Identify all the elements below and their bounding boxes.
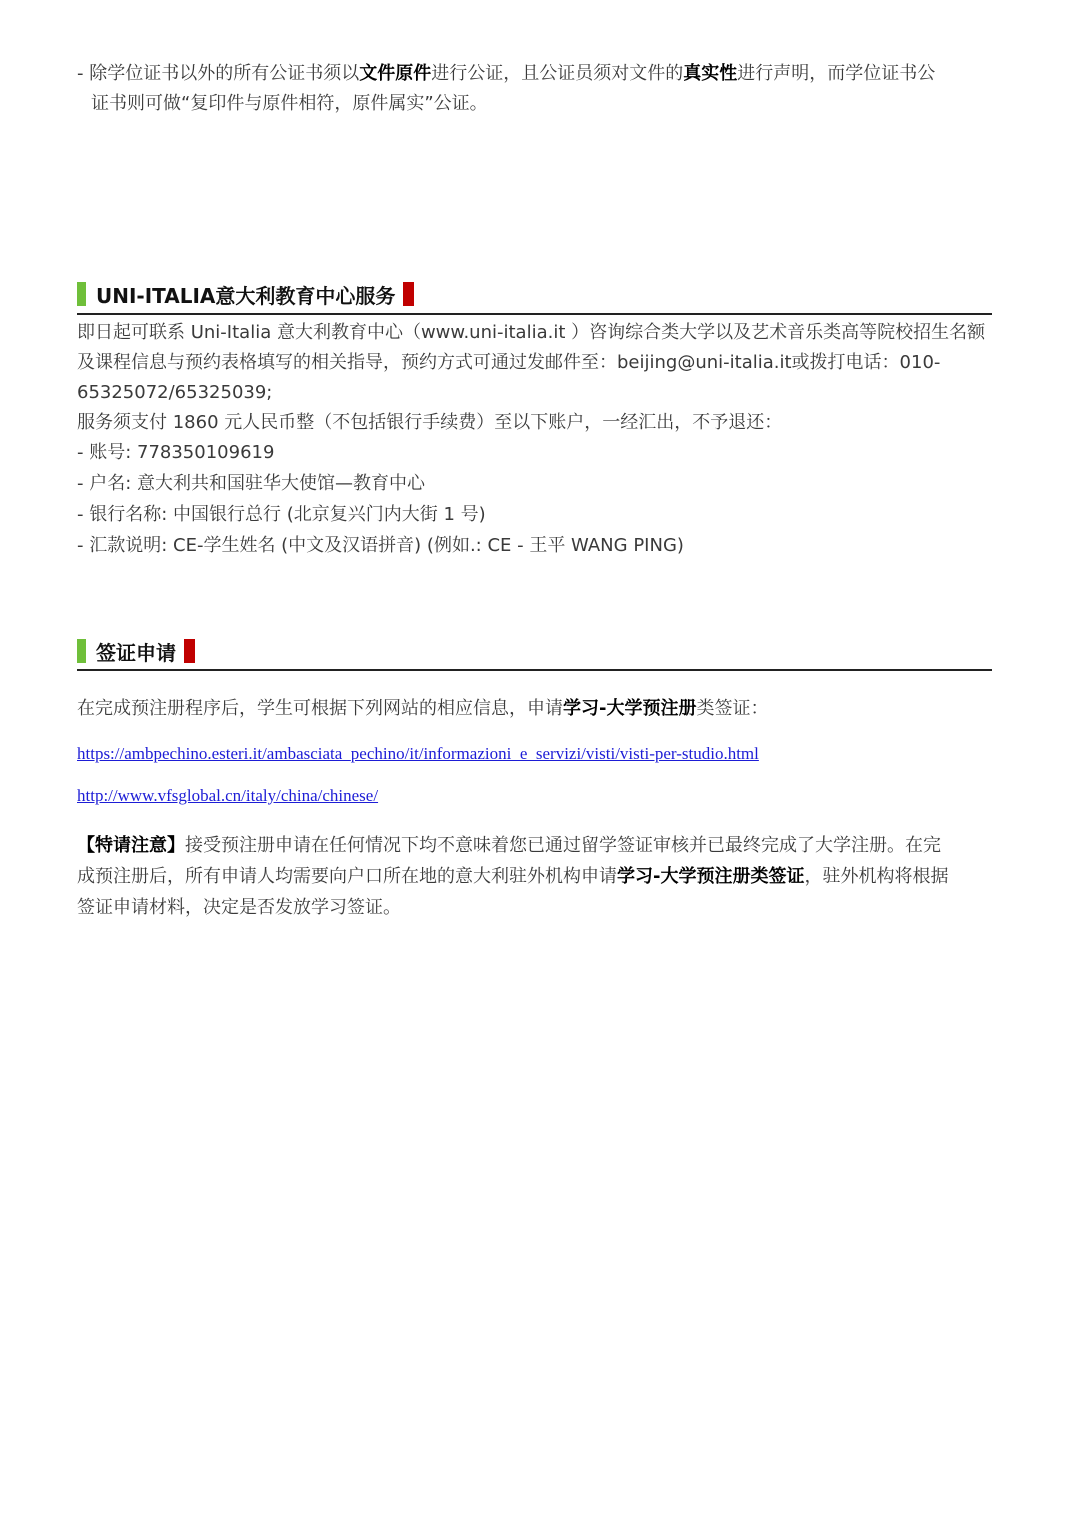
emphasis-visa-type: 学习-大学预注册类签证 (617, 866, 805, 887)
emphasis-visa-type: 学习-大学预注册 (563, 698, 697, 719)
note-line-2 (77, 862, 948, 892)
heading-divider (77, 313, 992, 315)
emphasis-original-document: 文件原件 (359, 63, 432, 84)
section-heading-uni-italia (77, 279, 414, 309)
uni-line-fee: 服务须支付 1860 元人民币整（不包括银行手续费）至以下账户，一经汇出，不予退还： (77, 412, 783, 433)
heading-divider (77, 669, 992, 671)
intro-text: - 除学位证书以外的所有公证书须以 (77, 63, 360, 84)
note-text: ，驻外机构将根据 (804, 866, 949, 887)
section-heading-visa (77, 636, 195, 666)
visa-intro (77, 694, 768, 724)
visa-intro-text: 在完成预注册程序后，学生可根据下列网站的相应信息，申请 (77, 698, 563, 719)
uni-line: 即日起可联系 Uni-Italia 意大利教育中心（www.uni-italia.it ）咨询综合类大学以及艺术音乐类高等院校招生名额 (77, 322, 986, 343)
remittance-note: - 汇款说明: CE-学生姓名 (中文及汉语拼音) (例如.: CE - 王平 WANG PING) (77, 535, 684, 556)
visa-intro-text: 类签证： (696, 698, 769, 719)
uni-line-phone: 65325072/65325039; (77, 382, 273, 403)
heading-text: UNI-ITALIA意大利教育中心服务 (96, 283, 396, 308)
note-text: 接受预注册申请在任何情况下均不意味着您已通过留学签证审核并已最终完成了大学注册。在完 (185, 835, 941, 856)
red-bar-icon (184, 639, 195, 663)
green-bar-icon (77, 282, 86, 306)
note-label: 【特请注意】 (77, 835, 185, 856)
note-text: 成预注册后，所有申请人均需要向户口所在地的意大利驻外机构申请 (77, 866, 617, 887)
embassy-link[interactable]: https://ambpechino.esteri.it/ambasciata_pechino/it/informazioni_e_servizi/visti/visti-per-studio.html (77, 744, 759, 763)
bank-name: - 银行名称: 中国银行总行 (北京复兴门内大街 1 号) (77, 504, 486, 525)
note-line-3: 签证申请材料，决定是否发放学习签证。 (77, 897, 401, 918)
heading-text: 签证申请 (96, 640, 176, 665)
vfs-link[interactable]: http://www.vfsglobal.cn/italy/china/chinese/ (77, 786, 379, 805)
red-bar-icon (403, 282, 414, 306)
green-bar-icon (77, 639, 86, 663)
note-line-1 (77, 831, 941, 861)
intro-text: 进行公证，且公证员须对文件的 (431, 63, 684, 84)
uni-line: 及课程信息与预约表格填写的相关指导，预约方式可通过发邮件至：beijing@uni-italia.it或拨打电话：010- (77, 352, 941, 373)
intro-line-2: 证书则可做“复印件与原件相符，原件属实”公证。 (91, 93, 488, 114)
account-name: - 户名: 意大利共和国驻华大使馆—教育中心 (77, 473, 426, 494)
intro-line-1 (77, 59, 935, 89)
intro-text: 进行声明，而学位证书公 (737, 63, 936, 84)
account-number: - 账号: 778350109619 (77, 442, 275, 463)
emphasis-authenticity: 真实性 (683, 63, 738, 84)
